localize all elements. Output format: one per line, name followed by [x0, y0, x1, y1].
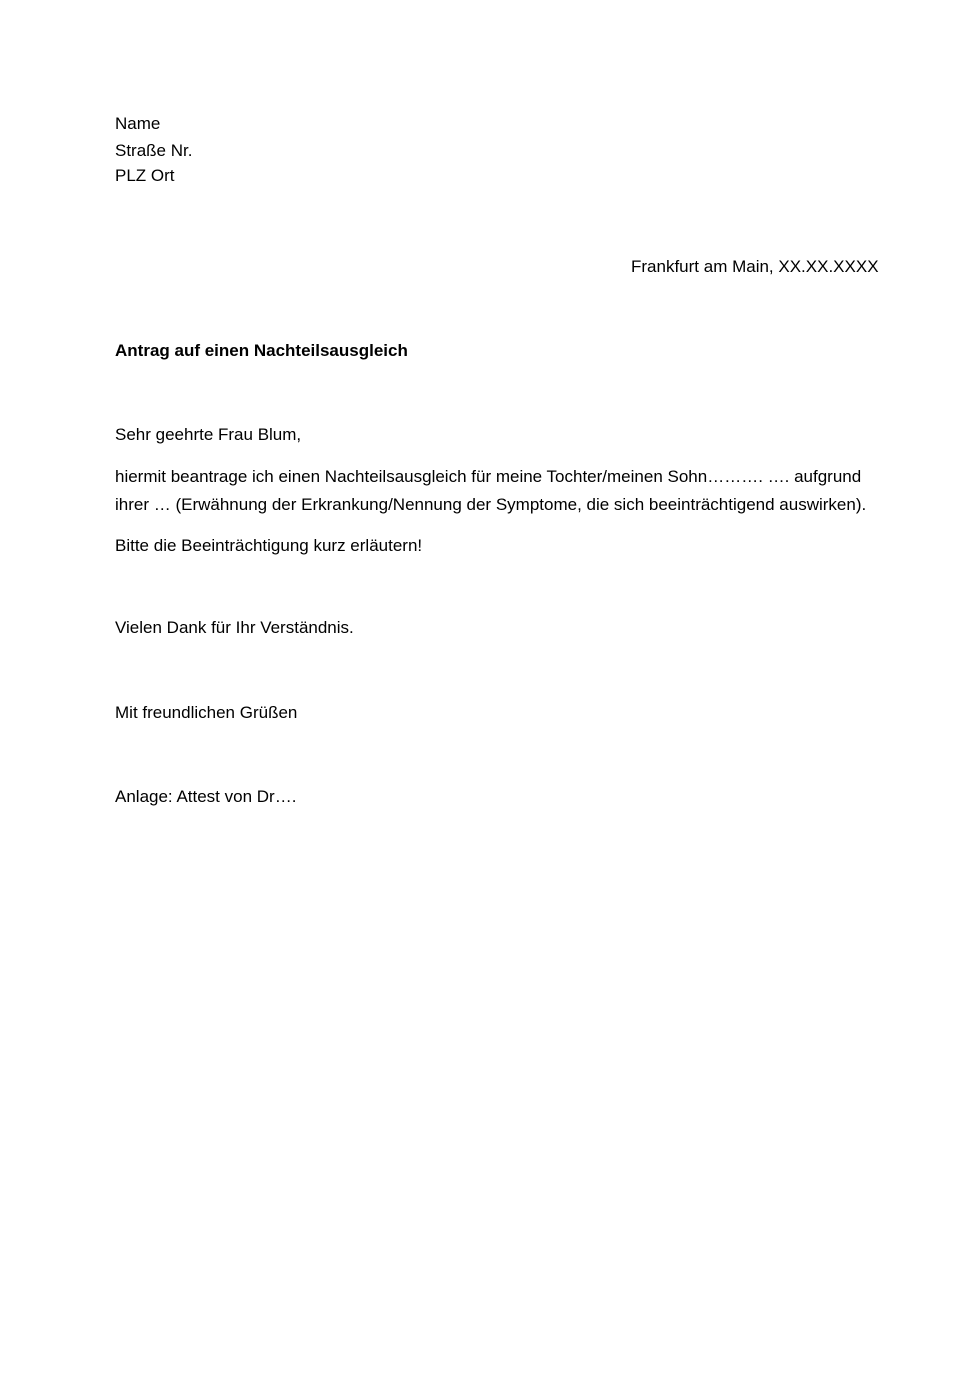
thanks-line: Vielen Dank für Ihr Verständnis.: [115, 618, 354, 637]
enclosure-line: Anlage: Attest von Dr….: [115, 787, 297, 806]
closing-line: Mit freundlichen Grüßen: [115, 703, 298, 722]
body-line-2: ihrer … (Erwähnung der Erkrankung/Nennung der Symptome, die sich beeinträchtigend auswirken).: [115, 495, 867, 514]
sender-address-block: [115, 110, 192, 189]
body-line-1: hiermit beantrage ich einen Nachteilsausgleich für meine Tochter/meinen Sohn………. …. aufgrund: [115, 467, 862, 486]
subject-line: Antrag auf einen Nachteilsausgleich: [115, 341, 408, 360]
sender-city-line: PLZ Ort: [115, 166, 175, 185]
salutation: Sehr geehrte Frau Blum,: [115, 425, 302, 444]
sender-name-line: Name: [115, 114, 161, 133]
sender-street-line: Straße Nr.: [115, 141, 193, 160]
note-line: Bitte die Beeinträchtigung kurz erläutern!: [115, 536, 423, 555]
date-line: Frankfurt am Main, XX.XX.XXXX: [631, 257, 879, 276]
body-paragraph: [115, 463, 866, 519]
